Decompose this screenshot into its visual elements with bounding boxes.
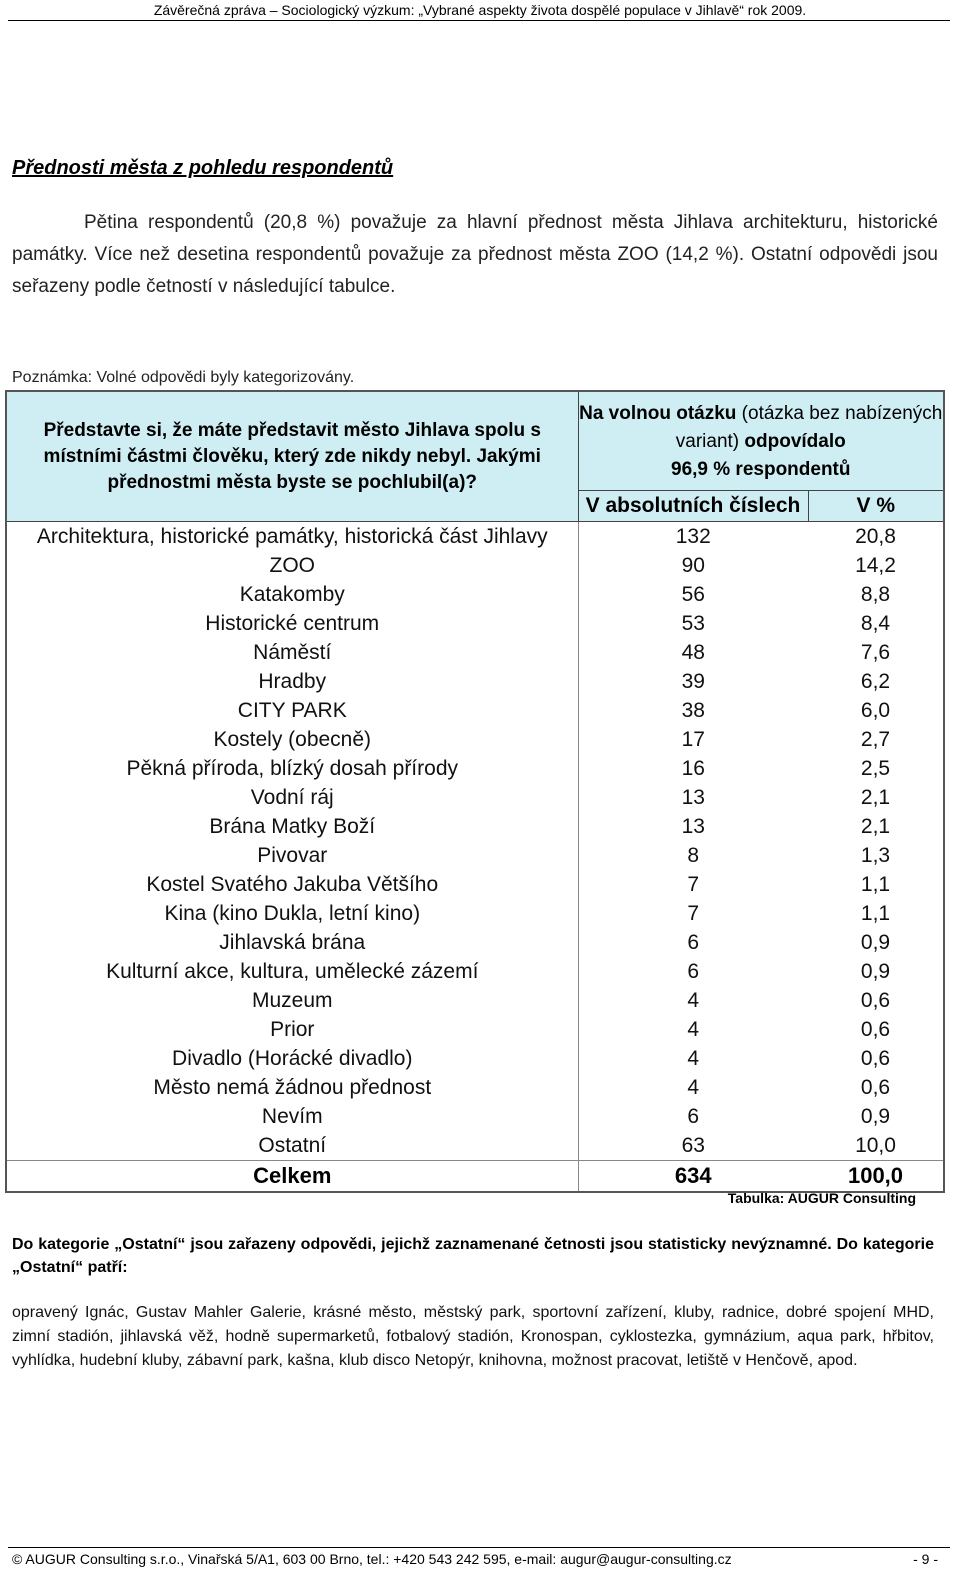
row-abs-value: 17 [578, 725, 808, 754]
page-header [0, 0, 960, 20]
row-abs-value: 4 [578, 1044, 808, 1073]
row-abs-value: 56 [578, 580, 808, 609]
row-pct-value: 0,6 [860, 1047, 891, 1070]
row-label: Kostel Svatého Jakuba Většího [146, 873, 439, 896]
row-abs-value: 7 [578, 870, 808, 899]
table-row [6, 725, 944, 754]
col-header-pct: V % [808, 491, 944, 522]
table-row [6, 638, 944, 667]
row-pct-value: 0,6 [860, 1018, 891, 1041]
table-row [6, 783, 944, 812]
row-abs-value: 4 [578, 1073, 808, 1102]
col-header-abs: V absolutních číslech [578, 491, 808, 522]
table-header-row [6, 391, 944, 491]
table-row [6, 986, 944, 1015]
intro-paragraph [12, 207, 938, 303]
row-pct-value: 7,6 [860, 641, 891, 664]
row-label: Náměstí [253, 641, 332, 664]
row-abs-value: 7 [578, 899, 808, 928]
answer-note-part4: 96,9 % respondentů [671, 459, 851, 480]
answer-note-part1: Na volnou otázku [579, 403, 737, 424]
table-row [6, 522, 944, 552]
table-row [6, 841, 944, 870]
row-pct-value: 0,9 [860, 960, 891, 983]
row-abs-value: 13 [578, 783, 808, 812]
row-pct-value: 1,1 [860, 873, 891, 896]
row-label: Pěkná příroda, blízký dosah přírody [126, 757, 458, 780]
row-pct-value: 2,1 [860, 815, 891, 838]
row-abs-value: 16 [578, 754, 808, 783]
row-label: Brána Matky Boží [209, 815, 376, 838]
table-row [6, 899, 944, 928]
table-row [6, 1131, 944, 1161]
table-row [6, 812, 944, 841]
row-label: Ostatní [258, 1134, 327, 1157]
results-table [5, 390, 945, 1193]
intro-text: Pětina respondentů (20,8 %) považuje za hlavní přednost města Jihlava architekturu, historické památky. Více než desetina respondentů považuje za přednost města ZOO (14,2 %). Ostatní odpovědi jsou seřazeny podle četností v následující tabulce. [12, 212, 938, 297]
row-label: Prior [270, 1018, 315, 1041]
row-abs-value: 13 [578, 812, 808, 841]
total-pct-value: 100,0 [808, 1161, 944, 1193]
row-pct-value: 2,7 [860, 728, 891, 751]
row-abs-value: 4 [578, 1015, 808, 1044]
row-label: Kostely (obecně) [213, 728, 372, 751]
row-pct-value: 10,0 [855, 1134, 896, 1157]
table-row [6, 1015, 944, 1044]
row-pct-value: 0,9 [860, 1105, 891, 1128]
table-row [6, 928, 944, 957]
table-total-row [6, 1161, 944, 1193]
row-abs-value: 6 [578, 1102, 808, 1131]
section-title: Přednosti města z pohledu respondentů [12, 157, 394, 179]
row-abs-value: 6 [578, 928, 808, 957]
row-abs-value: 4 [578, 986, 808, 1015]
row-pct-value: 0,6 [860, 1076, 891, 1099]
table-row [6, 551, 944, 580]
table-row [6, 696, 944, 725]
row-label: Kulturní akce, kultura, umělecké zázemí [106, 960, 479, 983]
row-label: Pivovar [257, 844, 328, 867]
table-row [6, 754, 944, 783]
row-pct-value: 6,0 [860, 699, 891, 722]
row-pct-value: 14,2 [855, 554, 896, 577]
row-label: Divadlo (Horácké divadlo) [172, 1047, 413, 1070]
row-label: Jihlavská brána [219, 931, 366, 954]
page-footer [12, 1550, 938, 1568]
table-row [6, 1102, 944, 1131]
table-row [6, 957, 944, 986]
row-label: Hradby [258, 670, 327, 693]
row-label: Vodní ráj [250, 786, 334, 809]
table-row [6, 1044, 944, 1073]
footer-rule [8, 1547, 950, 1548]
row-label: Město nemá žádnou přednost [153, 1076, 432, 1099]
table-row [6, 870, 944, 899]
row-pct-value: 6,2 [860, 670, 891, 693]
row-pct-value: 1,3 [860, 844, 891, 867]
total-abs-value: 634 [578, 1161, 808, 1193]
answer-note-part2: (otázka bez nabízených variant) [675, 403, 943, 452]
total-label: Celkem [6, 1161, 578, 1193]
row-abs-value: 48 [578, 638, 808, 667]
row-label: Kina (kino Dukla, letní kino) [164, 902, 421, 925]
row-label: Katakomby [239, 583, 345, 606]
row-label: ZOO [269, 554, 315, 577]
row-abs-value: 63 [578, 1131, 808, 1161]
other-category-list: opravený Ignác, Gustav Mahler Galerie, krásné město, městský park, sportovní zařízení, kluby, radnice, dobré spojení MHD, zimní stadión, jihlavská věž, hodně supermarketů, fotbalový stadión, Kronospan, cyklostezka, gymnázium, aqua park, hřbitov, vyhlídka, hudební kluby, zábavní park, kašna, klub disco Netopýr, knihovna, možnost pracovat, letiště v Henčově, apod. [12, 1304, 934, 1369]
row-label: Architektura, historické památky, historická část Jihlavy [36, 525, 548, 548]
header-rule [8, 20, 950, 21]
row-pct-value: 8,8 [860, 583, 891, 606]
note: Poznámka: Volné odpovědi byly kategorizovány. [12, 369, 355, 386]
answer-note-cell [578, 391, 944, 491]
row-pct-value: 0,9 [860, 931, 891, 954]
row-label: Muzeum [251, 989, 333, 1012]
footer-text: © AUGUR Consulting s.r.o., Vinařská 5/A1, 603 00 Brno, tel.: +420 543 242 595, e-mail: augur@augur-consulting.cz [12, 1551, 732, 1567]
row-pct-value: 2,1 [860, 786, 891, 809]
row-abs-value: 53 [578, 609, 808, 638]
table-source: Tabulka: AUGUR Consulting [727, 1190, 916, 1206]
row-abs-value: 90 [578, 551, 808, 580]
row-label: Nevím [261, 1105, 323, 1128]
row-pct-value: 20,8 [855, 525, 896, 548]
row-abs-value: 132 [578, 522, 808, 552]
table-row [6, 667, 944, 696]
table-row [6, 609, 944, 638]
row-pct-value: 0,6 [860, 989, 891, 1012]
row-abs-value: 8 [578, 841, 808, 870]
row-label: CITY PARK [237, 699, 347, 722]
table-row [6, 580, 944, 609]
row-pct-value: 2,5 [860, 757, 891, 780]
header-text: Závěrečná zpráva – Sociologický výzkum: „Vybrané aspekty života dospělé populace v Jihlavě“ rok 2009. [153, 2, 807, 18]
row-pct-value: 1,1 [860, 902, 891, 925]
page-number: - 9 - [913, 1551, 938, 1567]
table-row [6, 1073, 944, 1102]
row-abs-value: 39 [578, 667, 808, 696]
row-pct-value: 8,4 [860, 612, 891, 635]
answer-note-part3: odpovídalo [744, 431, 846, 452]
other-category-title: Do kategorie „Ostatní“ jsou zařazeny odpovědi, jejichž zaznamenané četnosti jsou statisticky nevýznamné. Do kategorie „Ostatní“ patří: [12, 1236, 934, 1276]
row-abs-value: 38 [578, 696, 808, 725]
row-abs-value: 6 [578, 957, 808, 986]
question-cell: Představte si, že máte představit město Jihlava spolu s místními částmi člověku, který zde nikdy nebyl. Jakými přednostmi města byste se pochlubil(a)? [6, 391, 578, 522]
row-label: Historické centrum [205, 612, 380, 635]
